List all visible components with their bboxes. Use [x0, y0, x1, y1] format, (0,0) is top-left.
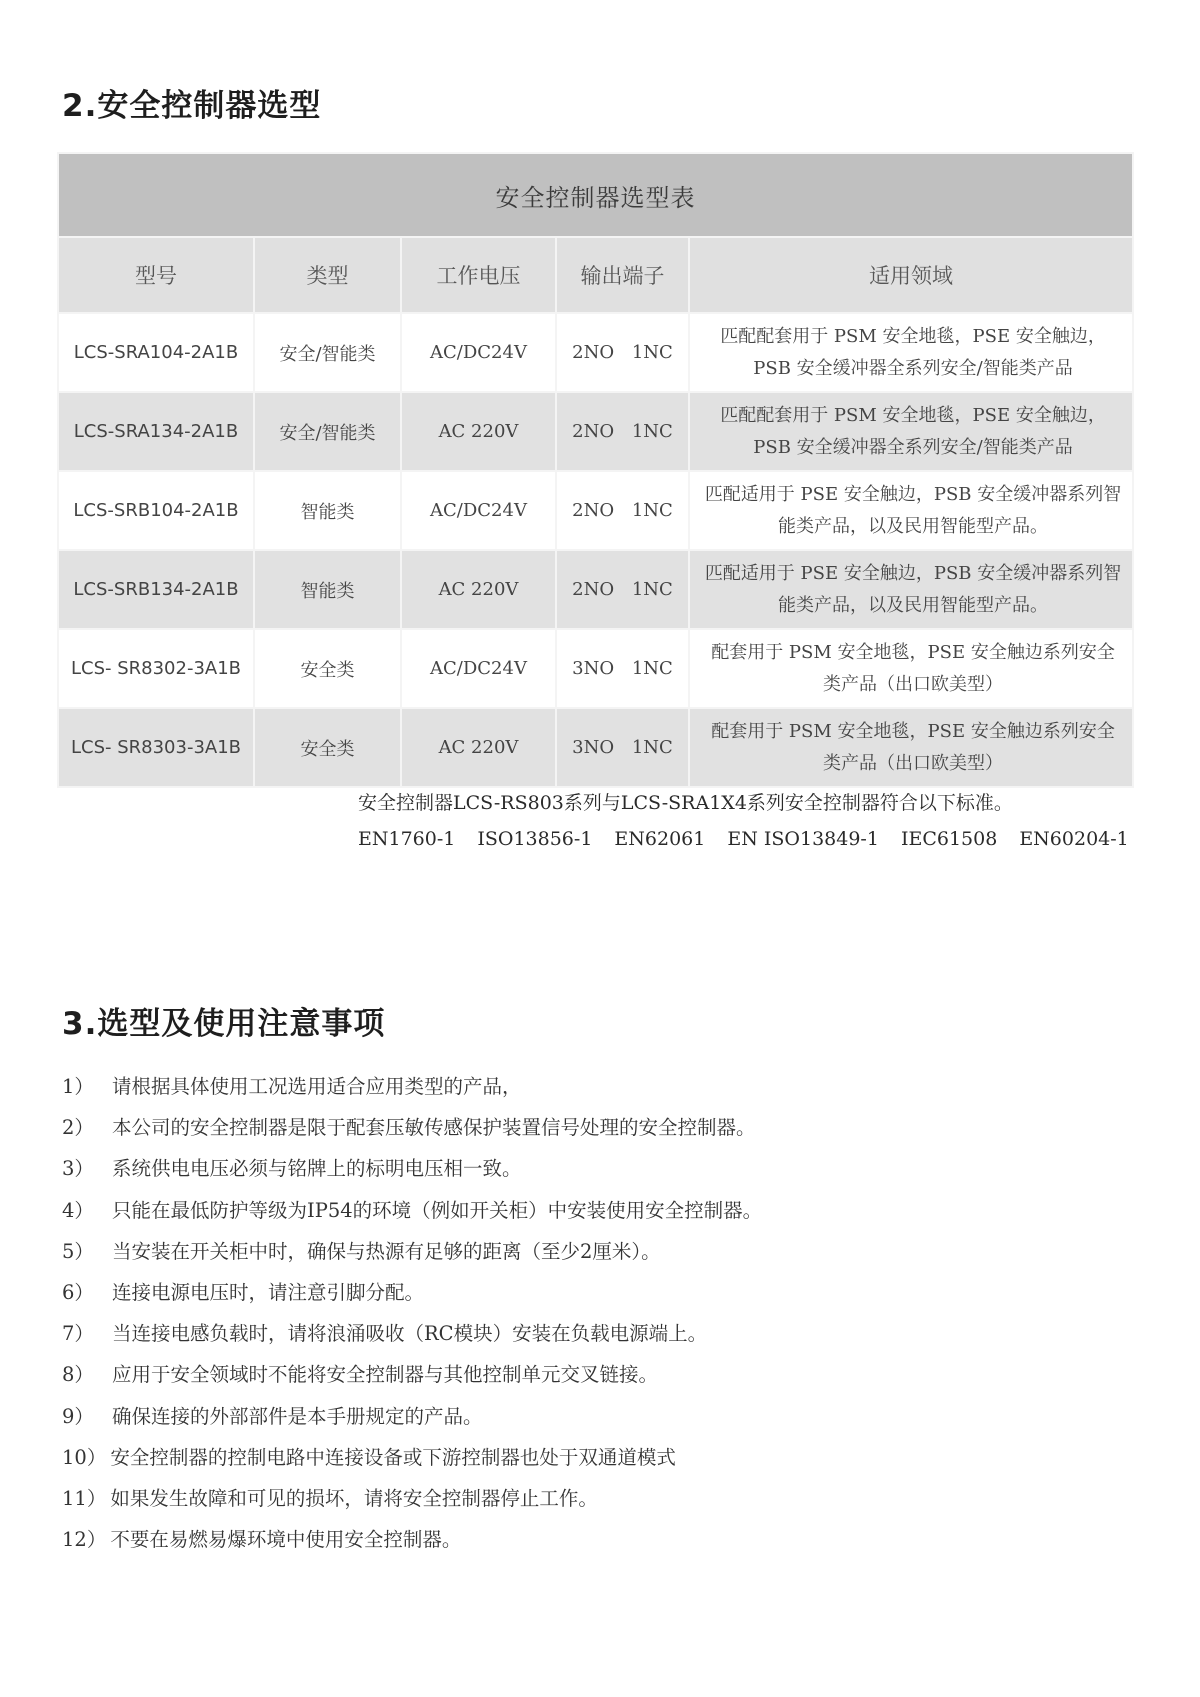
item-number: 3） — [62, 1157, 94, 1181]
cell-model: LCS-SRA104-2A1B — [58, 313, 254, 392]
cell-application: 匹配配套用于 PSM 安全地毯，PSE 安全触边，PSB 安全缓冲器全系列安全/智能类产品 — [689, 392, 1133, 471]
cell-voltage: AC 220V — [401, 708, 556, 787]
item-text: 只能在最低防护等级为IP54的环境（例如开关柜）中安装使用安全控制器。 — [112, 1198, 763, 1222]
standard-item: EN60204-1 — [1019, 828, 1129, 850]
table-row — [58, 471, 1133, 550]
list-item — [62, 1396, 1062, 1437]
list-item — [62, 1231, 1062, 1272]
item-number: 1） — [62, 1075, 94, 1098]
list-item — [62, 1354, 1062, 1395]
item-number: 10） — [62, 1445, 107, 1469]
cell-voltage: AC 220V — [401, 550, 556, 629]
item-text: 应用于安全领域时不能将安全控制器与其他控制单元交叉链接。 — [112, 1363, 659, 1387]
cell-model: LCS- SR8303-3A1B — [58, 708, 254, 787]
standard-item: EN ISO13849-1 — [727, 828, 879, 850]
cell-application: 匹配适用于 PSE 安全触边，PSB 安全缓冲器系列智能类产品，以及民用智能型产品。 — [689, 471, 1133, 550]
list-item — [62, 1519, 1062, 1560]
cell-voltage: AC/DC24V — [401, 629, 556, 708]
item-number: 12） — [62, 1528, 107, 1552]
cell-application: 匹配适用于 PSE 安全触边，PSB 安全缓冲器系列智能类产品，以及民用智能型产品。 — [689, 550, 1133, 629]
table-header-row — [58, 237, 1133, 313]
table-row — [58, 708, 1133, 787]
cell-model: LCS-SRB134-2A1B — [58, 550, 254, 629]
standard-item: EN1760-1 — [358, 828, 456, 850]
cell-output: 2NO 1NC — [556, 550, 689, 629]
item-text: 当安装在开关柜中时，确保与热源有足够的距离（至少2厘米）。 — [112, 1239, 661, 1263]
cell-application: 匹配配套用于 PSM 安全地毯，PSE 安全触边，PSB 安全缓冲器全系列安全/智能类产品 — [689, 313, 1133, 392]
item-text: 请根据具体使用工况选用适合应用类型的产品， — [112, 1075, 522, 1098]
cell-type: 安全类 — [254, 708, 401, 787]
cell-model: LCS-SRA134-2A1B — [58, 392, 254, 471]
column-header-output: 输出端子 — [556, 237, 689, 313]
item-number: 4） — [62, 1198, 94, 1222]
item-number: 6） — [62, 1280, 94, 1304]
cell-output: 2NO 1NC — [556, 313, 689, 392]
list-item — [62, 1148, 1062, 1189]
item-text: 系统供电电压必须与铭牌上的标明电压相一致。 — [112, 1157, 522, 1181]
standard-item: IEC61508 — [900, 828, 998, 850]
standard-item: ISO13856-1 — [477, 828, 593, 850]
usage-notes-list — [62, 1066, 1062, 1560]
table-caption: 安全控制器选型表 — [58, 153, 1133, 237]
item-number: 5） — [62, 1239, 94, 1263]
cell-type: 智能类 — [254, 471, 401, 550]
cell-voltage: AC/DC24V — [401, 313, 556, 392]
cell-type: 安全类 — [254, 629, 401, 708]
table-row — [58, 392, 1133, 471]
list-item — [62, 1107, 1062, 1148]
cell-voltage: AC 220V — [401, 392, 556, 471]
cell-model: LCS- SR8302-3A1B — [58, 629, 254, 708]
standards-compliance-note — [358, 785, 1138, 857]
column-header-type: 类型 — [254, 237, 401, 313]
cell-type: 安全/智能类 — [254, 313, 401, 392]
list-item — [62, 1313, 1062, 1354]
column-header-voltage: 工作电压 — [401, 237, 556, 313]
standard-item: EN62061 — [614, 828, 706, 850]
item-text: 本公司的安全控制器是限于配套压敏传感保护装置信号处理的安全控制器。 — [112, 1116, 756, 1140]
controller-selection-table — [57, 152, 1134, 788]
standards-list — [358, 821, 1138, 857]
list-item — [62, 1272, 1062, 1313]
cell-output: 2NO 1NC — [556, 392, 689, 471]
section-2-heading: 2.安全控制器选型 — [62, 88, 322, 124]
column-header-model: 型号 — [58, 237, 254, 313]
table-row — [58, 550, 1133, 629]
standards-intro-text: 安全控制器LCS-RS803系列与LCS-SRA1X4系列安全控制器符合以下标准。 — [358, 792, 1013, 814]
cell-type: 安全/智能类 — [254, 392, 401, 471]
item-text: 连接电源电压时，请注意引脚分配。 — [112, 1280, 425, 1304]
table-row — [58, 629, 1133, 708]
cell-application: 配套用于 PSM 安全地毯，PSE 安全触边系列安全类产品（出口欧美型） — [689, 629, 1133, 708]
cell-output: 3NO 1NC — [556, 708, 689, 787]
item-text: 安全控制器的控制电路中连接设备或下游控制器也处于双通道模式 — [110, 1445, 676, 1469]
column-header-application: 适用领域 — [689, 237, 1133, 313]
item-number: 11） — [62, 1486, 107, 1510]
item-number: 2） — [62, 1116, 94, 1140]
item-number: 7） — [62, 1322, 94, 1346]
list-item — [62, 1437, 1062, 1478]
cell-output: 2NO 1NC — [556, 471, 689, 550]
section-3-heading: 3.选型及使用注意事项 — [62, 1006, 386, 1042]
cell-output: 3NO 1NC — [556, 629, 689, 708]
item-number: 9） — [62, 1404, 94, 1428]
cell-application: 配套用于 PSM 安全地毯，PSE 安全触边系列安全类产品（出口欧美型） — [689, 708, 1133, 787]
cell-voltage: AC/DC24V — [401, 471, 556, 550]
list-item — [62, 1478, 1062, 1519]
item-text: 当连接电感负载时，请将浪涌吸收（RC模块）安装在负载电源端上。 — [112, 1322, 708, 1346]
item-text: 如果发生故障和可见的损坏，请将安全控制器停止工作。 — [110, 1486, 598, 1510]
cell-type: 智能类 — [254, 550, 401, 629]
table-row — [58, 313, 1133, 392]
cell-model: LCS-SRB104-2A1B — [58, 471, 254, 550]
item-text: 确保连接的外部部件是本手册规定的产品。 — [112, 1404, 483, 1428]
item-number: 8） — [62, 1363, 94, 1387]
list-item — [62, 1066, 1062, 1107]
list-item — [62, 1190, 1062, 1231]
item-text: 不要在易燃易爆环境中使用安全控制器。 — [110, 1528, 462, 1552]
